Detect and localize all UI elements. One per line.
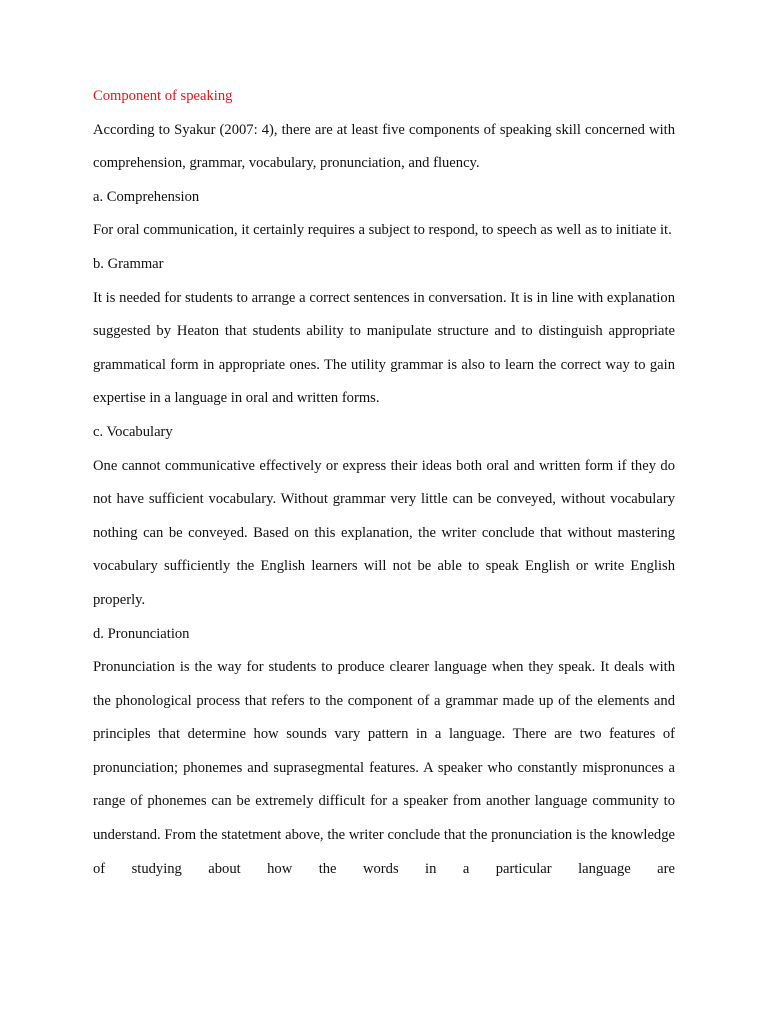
- section-body-comprehension: For oral communication, it certainly requires a subject to respond, to speech as well as to initiate it.: [93, 222, 672, 239]
- section-body-pronunciation: Pronunciation is the way for students to produce clearer language when they speak. It deals with the phonological process that refers to the component of a grammar made up of the elements and principles that determine how sounds vary pattern in a language. There are two features of pronunciation; phonemes and suprasegmental features. A speaker who constantly mispronunces a range of phonemes can be extremely difficult for a speaker from another language community to understand. From the statetment above, the writer conclude that the pronunciation is the knowledge of studying about how the words in a particular language are: [93, 659, 675, 877]
- section-heading-vocabulary: c. Vocabulary: [93, 423, 173, 440]
- section-heading-comprehension: a. Comprehension: [93, 188, 200, 205]
- intro-paragraph: According to Syakur (2007: 4), there are at least five components of speaking skill concerned with comprehension, grammar, vocabulary, pronunciation, and fluency.: [93, 121, 675, 172]
- section-heading-pronunciation: d. Pronunciation: [93, 625, 190, 642]
- document-page: [93, 80, 675, 886]
- section-body-grammar: It is needed for students to arrange a correct sentences in conversation. It is in line with explanation suggested by Heaton that students ability to manipulate structure and to distinguish appropriate grammatical form in appropriate ones. The utility grammar is also to learn the correct way to gain expertise in a language in oral and written forms.: [93, 289, 675, 407]
- section-body-vocabulary: One cannot communicative effectively or express their ideas both oral and written form if they do not have sufficient vocabulary. Without grammar very little can be conveyed, without vocabulary nothing can be conveyed. Based on this explanation, the writer conclude that without mastering vocabulary sufficiently the English learners will not be able to speak English or write English properly.: [93, 457, 675, 608]
- section-heading-grammar: b. Grammar: [93, 255, 164, 272]
- document-title: Component of speaking: [93, 88, 233, 104]
